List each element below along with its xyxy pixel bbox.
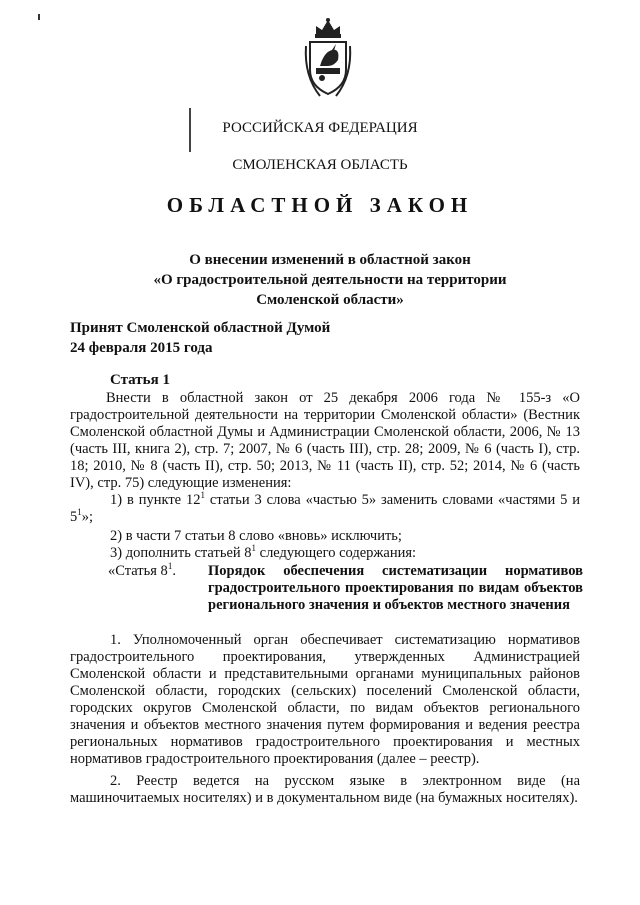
- subject-line: Смоленской области»: [256, 292, 404, 308]
- amendment-item-2: 2) в части 7 статьи 8 слово «вновь» исключить;: [110, 528, 402, 544]
- adoption-body: Принят Смоленской областной Думой: [70, 320, 331, 336]
- document-type-title: ОБЛАСТНОЙ ЗАКОН: [166, 193, 474, 217]
- new-article-paragraph-1: 1. Уполномоченный орган обеспечивает систематизацию нормативов градостроительного проектирования, утвержденных Администрацией Смоленской области и представительными органами муниципальных районов Смоленской области, городских (сельских) поселений Смоленской области, городских округов Смоленской области, по видам объектов регионального значения и объектов местного значения путем формирования и ведения реестра региональных нормативов градостроительного проектирования и местных нормативов градостроительного проектирования (далее – реестр).: [70, 632, 580, 767]
- adoption-info: [70, 318, 330, 358]
- article-heading: Статья 1: [110, 372, 170, 388]
- subject-line: О внесении изменений в областной закон: [189, 252, 471, 268]
- coat-of-arms-icon: [302, 16, 354, 100]
- law-subject: [140, 250, 520, 310]
- subject-line: «О градостроительной деятельности на территории: [153, 272, 507, 288]
- adoption-date: 24 февраля 2015 года: [70, 340, 213, 356]
- new-article-label: «Статья $8^1$.: [108, 561, 176, 579]
- scan-speck: [38, 14, 40, 20]
- country-heading: РОССИЙСКАЯ ФЕДЕРАЦИЯ: [222, 120, 418, 136]
- amendment-item-1: 1) в пункте $12^1$ статьи 3 слова «частью 5» заменить словами «частями 5 и $5^1$»;: [70, 490, 581, 525]
- amendment-item-3: 3) дополнить статьей $8^1$ следующего содержания:: [110, 543, 417, 561]
- new-article-title: Порядок обеспечения систематизации нормативов градостроительного проектирования по видам объектов регионального значения и объектов местного значения: [208, 563, 583, 613]
- new-article-paragraph-2: 2. Реестр ведется на русском языке в электронном виде (на машиночитаемых носителях) и в документальном виде (на бумажных носителях).: [70, 773, 580, 806]
- article-intro-paragraph: Внести в областной закон от 25 декабря 2006 года № 155-з «О градостроительной деятельности на территории Смоленской области» (Вестник Смоленской областной Думы и Администрации Смоленской области, 2006, № 13 (часть III, книга 2), стр. 7; 2007, № 6 (часть III), стр. 28; 2009, № 6 (часть I), стр. 18; 2010, № 8 (часть II), стр. 50; 2013, № 11 (часть II), стр. 52; 2014, № 6 (часть IV), стр. 75) следующие изменения:: [70, 390, 580, 491]
- region-heading: СМОЛЕНСКАЯ ОБЛАСТЬ: [232, 157, 408, 173]
